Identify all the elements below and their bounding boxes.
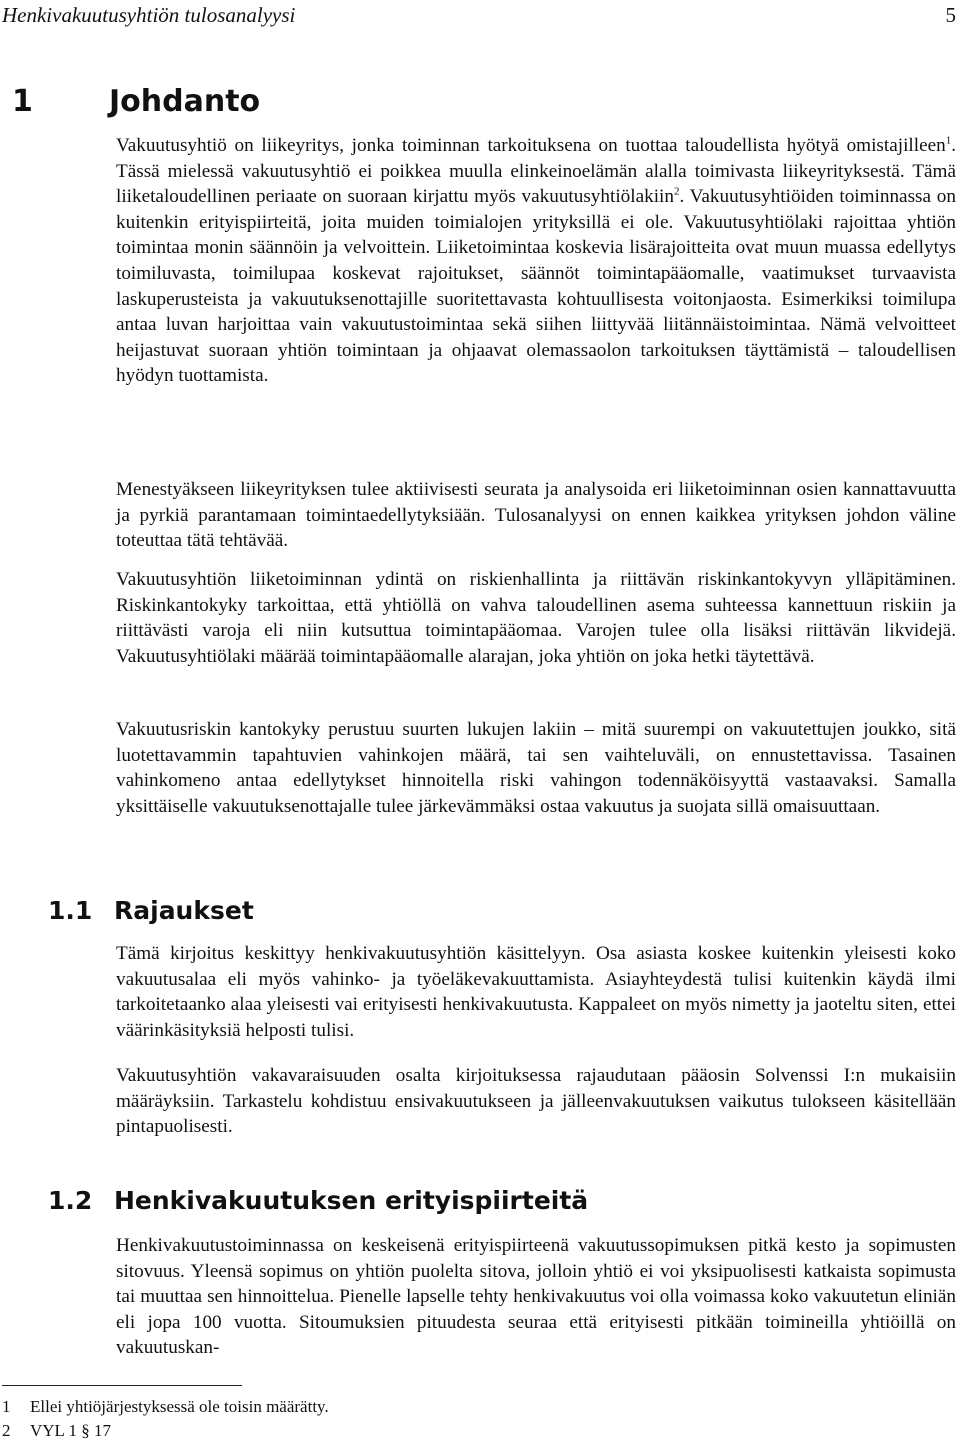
paragraph-risk-capacity: Vakuutusriskin kantokyky perustuu suurten lukujen lakiin – mitä suurempi on vakuutettujen joukko, sitä luotettavammin tapahtuvien vahinkojen määrä, tai sen vaihteluväli, on ennustettavissa. Tasainen vahinkomeno antaa edellytykset hinnoitella riski vahingon todennäköisyyttä vastaavaksi. Samalla yksittäiselle vakuutuksenottajalle tulee järkevämmäksi ostaa vakuutus ja suojata sillä omaisuuttaan. (116, 719, 956, 817)
section-heading-1-1 (0, 895, 960, 927)
paragraph-solvency: Vakuutusyhtiön vakavaraisuuden osalta kirjoituksessa rajaudutaan pääosin Solvenssi I:n mukaisiin määräyksiin. Tarkastelu kohdistuu ensivakuutukseen ja jälleenvakuutuksen vaikutus tulokseen käsitellään pintapuolisesti. (116, 1065, 956, 1138)
paragraph-text: Vakuutusyhtiö on liikeyritys, jonka toiminnan tarkoituksena on tuottaa taloudellista hyötyä omistajilleen (116, 135, 946, 156)
footnote-number: 2 (2, 1421, 11, 1440)
section-title: Henkivakuutuksen erityispiirteitä (114, 1186, 589, 1215)
footnote-text: Ellei yhtiöjärjestyksessä ole toisin määrätty. (30, 1397, 329, 1416)
paragraph-intro (116, 133, 956, 389)
section-title: Johdanto (109, 84, 261, 119)
footnote-1 (2, 1395, 702, 1419)
paragraph-success: Menestyäkseen liikeyrityksen tulee aktiivisesti seurata ja analysoida eri liiketoiminnan osien kannattavuutta ja pyrkiä parantamaan toimintaedellytyksiään. Tulosanalyysi on ennen kaikkea yrityksen johdon väline toteuttaa tätä tehtävää. (116, 479, 956, 552)
running-title: Henkivakuutusyhtiön tulosanalyysi (2, 3, 296, 27)
section-heading-1-2 (0, 1185, 960, 1217)
paragraph-life-insurance: Henkivakuutustoiminnassa on keskeisenä erityispiirteenä vakuutussopimuksen pitkä kesto ja sopimusten sitovuus. Yleensä sopimus on yhtiön puolelta sitova, jolloin yhtiö ei voi yksipuolisesti katkaista sopimusta tai muuttaa sen hinnoittelua. Pienelle lapselle tehty henkivakuutus voi olla voimassa koko vakuutetun eliniän eli jopa 100 vuotta. Sitoumuksien pituudesta seuraa että erityisesti pitkään toimineilla yhtiöillä on vakuutuskan- (116, 1235, 956, 1359)
footnote-2 (2, 1419, 702, 1443)
running-header (0, 0, 960, 30)
section-number: 1 (12, 84, 33, 119)
section-number: 1.1 (48, 896, 93, 925)
paragraph-text: . Tässä mielessä vakuutusyhtiö ei poikkea muulla elinkeinoelämän alalla toimivasta liikeyrityksestä. Tämä liiketaloudellinen periaate on suoraan kirjattu myös vakuutusyhtiölakiin (116, 135, 956, 208)
section-heading-1 (0, 82, 960, 122)
footnote-text: VYL 1 § 17 (30, 1421, 112, 1440)
footnote-ref-1: 1 (945, 134, 952, 147)
paragraph-risk-management: Vakuutusyhtiön liiketoiminnan ydintä on riskienhallinta ja riittävän riskinkantokyvyn ylläpitäminen. Riskinkantokyky tarkoittaa, että yhtiöllä on vahva taloudellinen asema suhteessa kannettuun riskiin ja riittävästi varoja eli niin kutsuttua toimintapääomaa. Varojen tulee olla lisäksi riittävän likvidejä. Vakuutusyhtiölaki määrää toimintapääomalle alarajan, joka yhtiön on joka hetki täytettävä. (116, 569, 956, 667)
footnote-ref-2: 2 (673, 185, 680, 198)
paragraph-scope: Tämä kirjoitus keskittyy henkivakuutusyhtiön käsittelyyn. Osa asiasta koskee kuitenkin yleisesti koko vakuutusalaa eli myös vahinko- ja työeläkevakuuttamista. Asiayhteydestä tulisi kuitenkin käydä ilmi tarkoitetaanko alaa yleisesti vai erityisesti henkivakuutusta. Kappaleet on myös nimetty ja jaoteltu siten, ettei väärinkäsityksiä helposti tulisi. (116, 943, 956, 1041)
page-number: 5 (945, 3, 956, 27)
footnote-number: 1 (2, 1397, 11, 1416)
footnote-divider (2, 1385, 242, 1386)
paragraph-text: . Vakuutusyhtiöiden toiminnassa on kuitenkin erityispiirteitä, joita muiden toimialojen yrityksillä ei ole. Vakuutusyhtiölaki rajoittaa yhtiön toimintaa monin säännöin ja velvoittein. Liiketoimintaa koskevia lisärajoitteita ovat muun muassa edellytys toimiluvasta, toimilupaa koskevat rajoitukset, säännöt toimintapääomalle, vaatimukset turvaavista laskuperusteista ja vakuutuksenottajille suoritettavasta kohtuullisesta voitonjaosta. Esimerkiksi toimilupa antaa luvan harjoittaa vain vakuutustoimintaa sekä siihen liittyvää liitännäistoimintaa. Nämä velvoitteet heijastuvat suoraan yhtiön toimintaan ja ohjaavat olemassaolon tarkoituksen täyttämistä – taloudellisen hyödyn tuottamista. (116, 186, 956, 387)
footnotes (2, 1395, 702, 1443)
section-title: Rajaukset (114, 896, 254, 925)
section-number: 1.2 (48, 1186, 93, 1215)
